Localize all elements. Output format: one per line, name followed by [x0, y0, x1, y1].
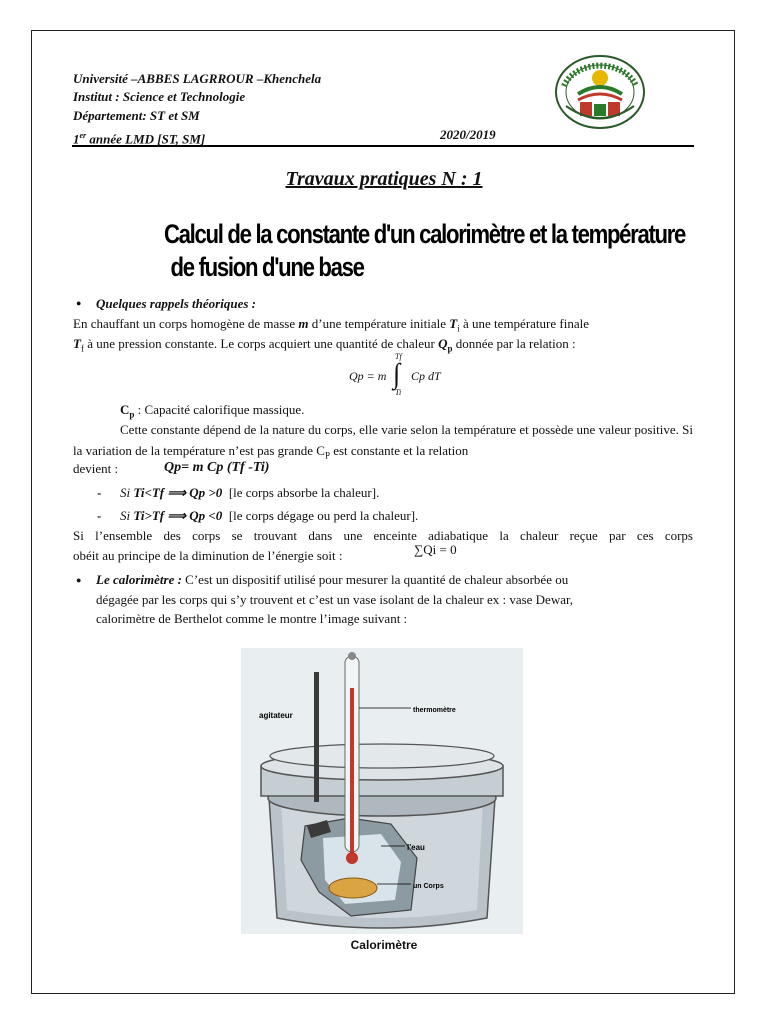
- tp-title: Travaux pratiques N : 1: [285, 168, 483, 190]
- main-title-line1: Calcul de la constante d'un calorimètre et la température: [164, 219, 686, 249]
- case2: Si Ti>Tf ⟹ Qp <0 [le corps dégage ou perd la chaleur].: [120, 508, 419, 523]
- section2-line2: dégagée par les corps qui s’y trouvent et c’est un vase isolant de la chaleur ex : vase Dewar,: [96, 592, 574, 607]
- label-water: l'eau: [407, 843, 425, 852]
- section1-bullet: ●: [76, 298, 82, 308]
- case2-dash: -: [97, 508, 102, 523]
- main-title-line2: de fusion d'une base: [170, 252, 364, 282]
- para1-line1: En chauffant un corps homogène de masse m d’une température initiale $T_i$ à une température finale: [73, 316, 589, 334]
- main-title: [164, 218, 685, 284]
- header-institute: Institut : Science et Technologie: [73, 89, 246, 104]
- cp-definition: $C_p$ : Capacité calorifique massique.: [120, 402, 305, 420]
- header-academic-year: 2020/2019: [440, 127, 496, 142]
- para5-line2: obéit au principe de la diminution de l’énergie soit :: [73, 548, 343, 563]
- university-logo-icon: [552, 52, 648, 132]
- header-department: Département: ST et SM: [73, 108, 200, 123]
- calorimeter-illustration: [241, 648, 523, 934]
- para5-line1: Si l’ensemble des corps se trouvant dans une enceinte adiabatique la chaleur reçue par ces corps: [73, 528, 693, 543]
- header-rule: [72, 145, 694, 147]
- section2-line3: calorimètre de Berthelot comme le montre l’image suivant :: [96, 611, 408, 626]
- sum-formula: ∑Qi = 0: [414, 542, 457, 557]
- section2-bullet: ●: [76, 575, 82, 585]
- para3: Cette constante dépend de la nature du corps, elle varie selon la température et possède une valeur positive. Si la variation de la température n’est pas grande $C_P$ est constante et la relation: [73, 422, 693, 461]
- para4-lead: devient :: [73, 461, 119, 476]
- label-thermometer: thermomètre: [413, 707, 456, 714]
- integral-formula: Qp = m ∫ Tf Ti Cp dT: [349, 352, 441, 397]
- case1: Si Ti<Tf ⟹ Qp >0 [le corps absorbe la chaleur].: [120, 485, 380, 500]
- label-body: un Corps: [413, 883, 444, 890]
- para1-line2: $T_f$ à une pression constante. Le corps acquiert une quantité de chaleur $Q_p$ donnée par la relation :: [73, 336, 576, 354]
- case1-dash: -: [97, 485, 102, 500]
- main-formula: Qp= m Cp (Tf -Ti): [164, 460, 270, 475]
- header-year-level: 1er année LMD [ST, SM]: [73, 131, 206, 147]
- section2-line1: Le calorimètre : C’est un dispositif utilisé pour mesurer la quantité de chaleur absorbée ou: [96, 572, 569, 587]
- figure-caption: Calorimètre: [350, 938, 418, 952]
- section1-heading: Quelques rappels théoriques :: [96, 296, 256, 311]
- label-agitator: agitateur: [259, 711, 293, 720]
- header-university: Université –ABBES LAGRROUR –Khenchela: [73, 71, 322, 86]
